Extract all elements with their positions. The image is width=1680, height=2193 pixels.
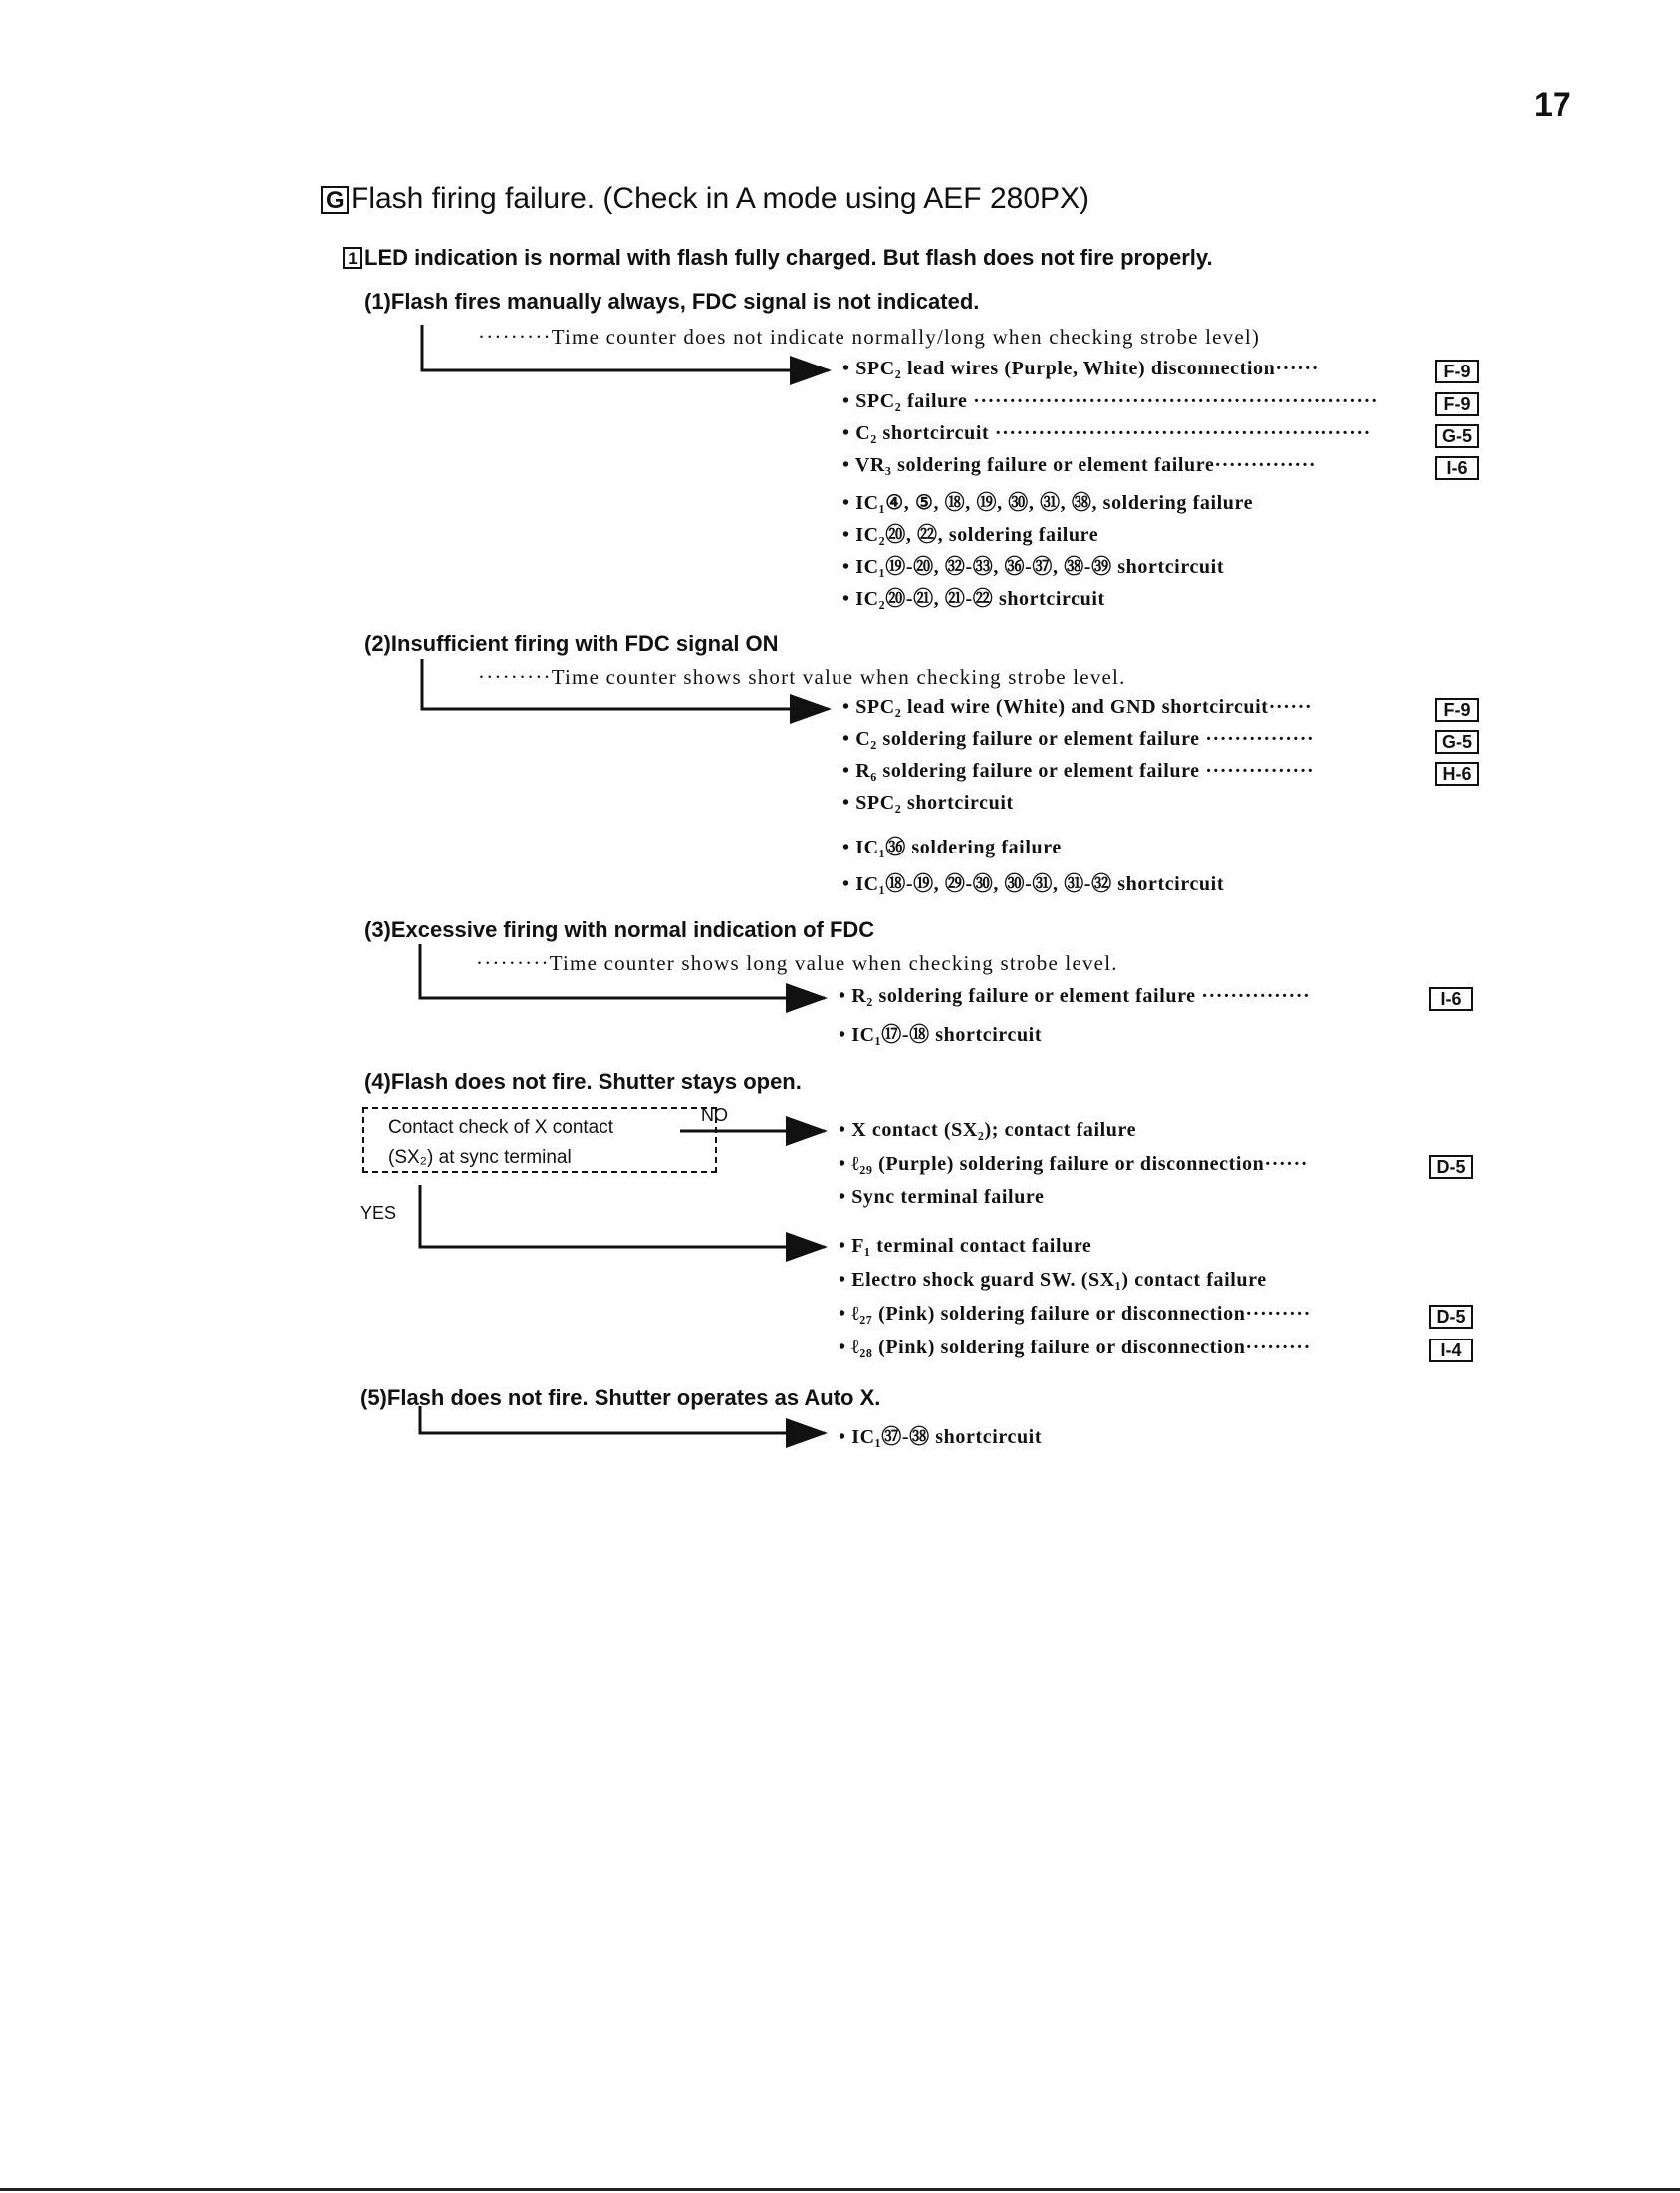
case1-ref-1: F-9 xyxy=(1435,360,1479,383)
case1-item-8: • IC₂⑳-㉑, ㉑-㉒ shortcircuit xyxy=(842,588,1105,609)
case4-yes-item-4: • ℓ₂₈ (Pink) soldering failure or disconnection········· xyxy=(839,1337,1311,1358)
case4-yes-ref-3: D-5 xyxy=(1429,1305,1473,1329)
case4-yes-ref-4: I-4 xyxy=(1429,1339,1473,1362)
case1-ref-2: F-9 xyxy=(1435,392,1479,416)
case1-item-1: • SPC₂ lead wires (Purple, White) disconnection······ xyxy=(842,358,1319,379)
case4-no-item-1: • X contact (SX₂); contact failure xyxy=(839,1119,1137,1141)
case1-item-5: • IC₁④, ⑤, ⑱, ⑲, ㉚, ㉛, ㊳, soldering failure xyxy=(842,492,1254,514)
case1-item-4: • VR₃ soldering failure or element failure·············· xyxy=(842,454,1317,476)
case1-note: ·········Time counter does not indicate normally/long when checking strobe level) xyxy=(478,325,1261,349)
case2-ref-3: H-6 xyxy=(1435,762,1479,786)
case2-ref-1: F-9 xyxy=(1435,698,1479,722)
case2-ref-2: G-5 xyxy=(1435,730,1479,754)
case1-item-7: • IC₁⑲-⑳, ㉜-㉝, ㊱-㊲, ㊳-㊴ shortcircuit xyxy=(842,556,1225,578)
case1-item-3: • C₂ shortcircuit ···················································· xyxy=(842,422,1371,444)
case4-yes-label: YES xyxy=(360,1203,397,1223)
case4-no-item-3: • Sync terminal failure xyxy=(839,1186,1045,1208)
case4-no-item-2: • ℓ₂₉ (Purple) soldering failure or disconnection······ xyxy=(839,1153,1308,1175)
case3-item-1: • R₂ soldering failure or element failure ··············· xyxy=(839,985,1311,1007)
bottom-edge-line xyxy=(0,2188,1680,2191)
case1-ref-3: G-5 xyxy=(1435,424,1479,448)
section-letter-box: G xyxy=(321,186,349,214)
case2-item-1: • SPC₂ lead wire (White) and GND shortcircuit······ xyxy=(842,696,1313,718)
case4-yes-item-1: • F₁ terminal contact failure xyxy=(839,1235,1092,1257)
subsection-title: LED indication is normal with flash fully charged. But flash does not fire properly. xyxy=(364,245,1213,270)
case5-heading: (5)Flash does not fire. Shutter operates as Auto X. xyxy=(360,1385,881,1410)
case1-item-2: • SPC₂ failure ························································ xyxy=(842,390,1379,412)
page-number: 17 xyxy=(1534,86,1571,123)
case3-ref-1: I-6 xyxy=(1429,987,1473,1011)
case5-item-1: • IC₁㊲-㊳ shortcircuit xyxy=(839,1426,1043,1448)
case2-item-6: • IC₁⑱-⑲, ㉙-㉚, ㉚-㉛, ㉛-㉜ shortcircuit xyxy=(842,873,1225,895)
case2-item-5: • IC₁㊱ soldering failure xyxy=(842,837,1062,858)
case4-yes-connector xyxy=(420,1185,825,1247)
subsection-number-box: 1 xyxy=(343,247,362,269)
section-title: Flash firing failure. (Check in A mode using AEF 280PX) xyxy=(351,182,1090,215)
case3-note: ·········Time counter shows long value when checking strobe level. xyxy=(476,951,1118,975)
case4-no-ref-2: D-5 xyxy=(1429,1155,1473,1179)
case4-box-line2: (SX₂) at sync terminal xyxy=(388,1147,572,1168)
case1-heading: (1)Flash fires manually always, FDC signal is not indicated. xyxy=(364,289,980,314)
case2-item-2: • C₂ soldering failure or element failure ··············· xyxy=(842,728,1315,750)
subsection-heading xyxy=(343,245,1213,271)
case4-yes-item-2: • Electro shock guard SW. (SX₁) contact failure xyxy=(839,1269,1267,1291)
case4-yes-item-3: • ℓ₂₇ (Pink) soldering failure or disconnection········· xyxy=(839,1303,1311,1325)
case2-item-4: • SPC₂ shortcircuit xyxy=(842,792,1014,814)
section-heading xyxy=(321,182,1089,216)
case2-item-3: • R₆ soldering failure or element failure ··············· xyxy=(842,760,1315,782)
case1-item-6: • IC₂⑳, ㉒, soldering failure xyxy=(842,524,1099,546)
case4-heading: (4)Flash does not fire. Shutter stays open. xyxy=(364,1069,802,1094)
case2-heading: (2)Insufficient firing with FDC signal ON xyxy=(364,631,779,656)
case4-box-line1: Contact check of X contact xyxy=(388,1117,614,1138)
case4-no-label: NO xyxy=(701,1105,728,1125)
case2-note: ·········Time counter shows short value when checking strobe level. xyxy=(478,665,1126,689)
case3-heading: (3)Excessive firing with normal indication of FDC xyxy=(364,917,875,942)
case1-ref-4: I-6 xyxy=(1435,456,1479,480)
case3-item-2: • IC₁⑰-⑱ shortcircuit xyxy=(839,1024,1043,1046)
